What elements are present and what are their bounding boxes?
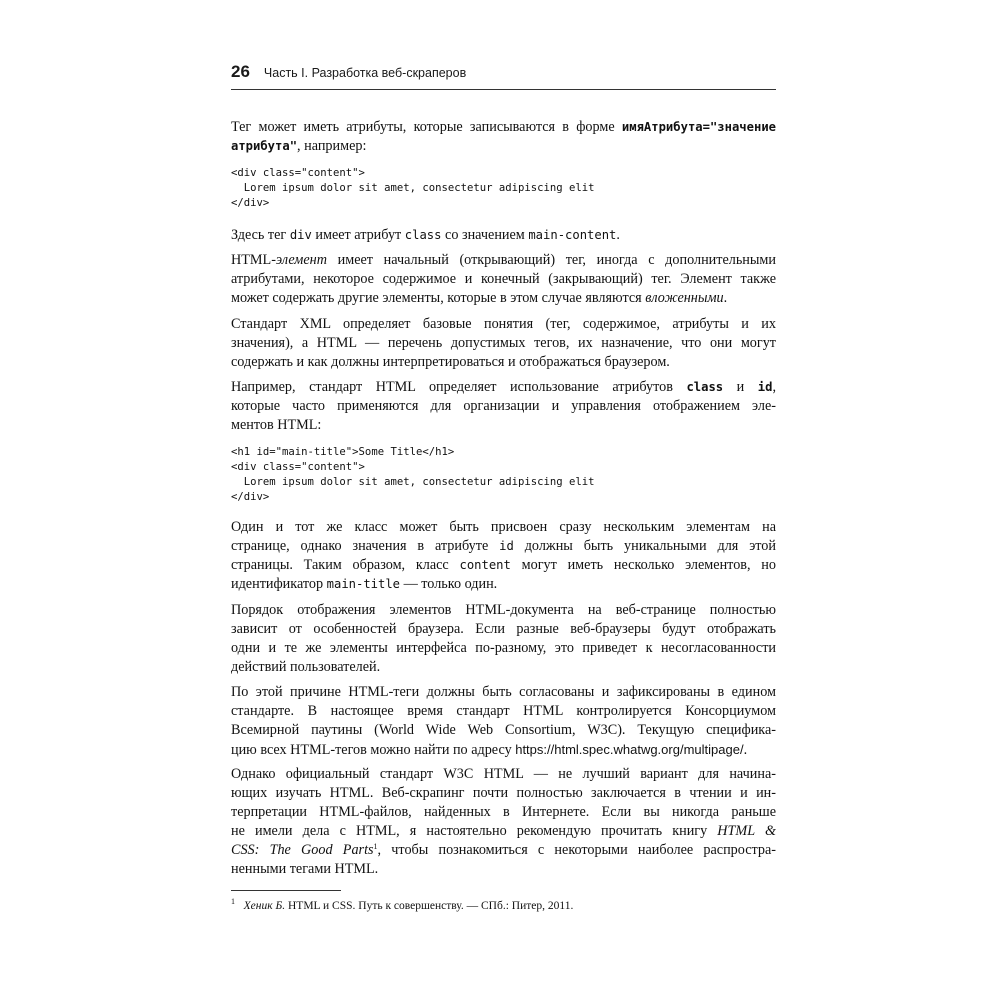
text-run: цию всех HTML-тегов можно найти по адресу: [231, 742, 516, 758]
text-run: Например, стандарт HTML определяет использование атрибутов: [231, 379, 687, 395]
text-run: странице, однако значения в атрибуте: [231, 538, 500, 554]
text-line: значения), а HTML — перечень допустимых тегов, их назначение, что они могут: [231, 335, 776, 351]
header-rule: [231, 89, 776, 90]
code-block-div-example: <div class="content"> Lorem ipsum dolor sit amet, consectetur adipiscing elit </div>: [231, 167, 595, 209]
text-run: могут иметь несколько элементов, но: [510, 557, 776, 573]
paragraph-browser-rendering: [231, 601, 776, 677]
text-run: , чтобы познакомиться с некоторыми наиболее распростра-: [377, 842, 776, 858]
text-line: [231, 575, 776, 594]
footnote-number: 1: [231, 897, 235, 906]
inline-code: class: [404, 228, 442, 242]
inline-code: main-title: [326, 577, 401, 591]
text-run: и: [723, 379, 758, 395]
text-line: Стандарт XML определяет базовые понятия (тег, содержимое, атрибуты и их: [231, 316, 776, 332]
page-header: [231, 62, 776, 82]
code-block-h1-example: <h1 id="main-title">Some Title</h1> <div class="content"> Lorem ipsum dolor sit amet, consectetur adipiscing elit </div>: [231, 446, 595, 503]
text-line: действий пользователей.: [231, 659, 381, 675]
inline-code: main-content: [528, 228, 617, 242]
page-number: 26: [231, 62, 250, 81]
inline-code: div: [289, 228, 312, 242]
paragraph-unique-id: [231, 518, 776, 594]
text-line: стандарте. В настоящее время стандарт HTML контролируется Консорциумом: [231, 703, 776, 719]
text-line: Один и тот же класс может быть присвоен сразу нескольким элементам на: [231, 519, 776, 535]
footnote-text: HTML и CSS. Путь к совершенству. — СПб.: Питер, 2011.: [285, 900, 574, 912]
text-run: HTML-: [231, 252, 276, 268]
text-line: которые часто применяются для организации и управления отображением эле-: [231, 398, 776, 414]
text-line: [231, 118, 776, 137]
text-run: — только один.: [400, 576, 498, 592]
text-line: [231, 378, 776, 397]
text-line: [231, 251, 776, 270]
emphasis: элемент: [275, 252, 327, 268]
paragraph-html-element: [231, 251, 776, 308]
text-line: одни и те же элементы интерфейса по-разному, это приведет к несогласованности: [231, 640, 776, 656]
text-line: содержать и как должны интерпретироваться и отображаться браузером.: [231, 354, 670, 370]
text-line: атрибутами, некоторое содержимое и конечный (закрывающий) тег. Элемент также: [231, 271, 776, 287]
footnote-ref[interactable]: 1: [373, 842, 378, 851]
text-run: должны быть уникальными для этой: [513, 538, 776, 554]
text-run: имеет атрибут: [311, 227, 405, 243]
text-run: .: [723, 290, 728, 306]
text-run: имеет начальный (открывающий) тег, иногда с дополнительными: [326, 252, 776, 268]
text-run: страницы. Таким образом, класс: [231, 557, 460, 573]
text-run: .: [616, 227, 620, 243]
text-line: [231, 226, 776, 245]
text-line: [231, 137, 776, 156]
text-line: Всемирной паутины (World Wide Web Consortium, W3C). Текущую специфика-: [231, 722, 776, 738]
book-title: CSS: The Good Parts: [231, 842, 374, 858]
footnote-author: Хеник Б.: [243, 900, 286, 912]
text-line: [231, 740, 776, 760]
footnote-rule: [231, 890, 341, 891]
text-run: , например:: [297, 138, 367, 154]
text-line: ющих изучать HTML. Веб-скрапинг почти полностью заключается в чтении и ин-: [231, 785, 776, 801]
inline-code: атрибута": [231, 139, 298, 153]
text-run: .: [743, 742, 748, 758]
spec-url-link[interactable]: https://html.spec.whatwg.org/multipage/: [515, 742, 744, 757]
footnote: [231, 899, 776, 914]
paragraph-class-id: [231, 378, 776, 435]
inline-code: id: [499, 539, 514, 553]
text-line: [231, 822, 776, 841]
text-line: [231, 841, 776, 860]
text-run: со значением: [441, 227, 529, 243]
text-run: Тег может иметь атрибуты, которые записываются в форме: [231, 119, 622, 135]
text-line: Порядок отображения элементов HTML-документа на веб-странице полностью: [231, 602, 776, 618]
text-run: не имели дела с HTML, я настоятельно рекомендую прочитать книгу: [231, 823, 718, 839]
text-run: идентификатор: [231, 576, 327, 592]
text-line: терпретации HTML-файлов, найденных в Интернете. Если вы никогда раньше: [231, 804, 776, 820]
text-line: ментов HTML:: [231, 417, 322, 433]
paragraph-attributes-intro: [231, 118, 776, 156]
paragraph-xml-standard: [231, 315, 776, 372]
inline-code: content: [459, 558, 511, 572]
paragraph-div-class: [231, 226, 776, 245]
text-line: Однако официальный стандарт W3C HTML — не лучший вариант для начина-: [231, 766, 776, 782]
book-title: HTML &: [717, 823, 777, 839]
text-line: [231, 537, 776, 556]
emphasis: вложенными: [645, 290, 724, 306]
text-run: ,: [772, 379, 776, 395]
text-line: ненными тегами HTML.: [231, 861, 379, 877]
text-line: По этой причине HTML-теги должны быть согласованы и зафиксированы в едином: [231, 684, 776, 700]
text-run: может содержать другие элементы, которые в этом случае являются: [231, 290, 646, 306]
running-title: Часть I. Разработка веб-скраперов: [263, 66, 467, 80]
text-line: [231, 556, 776, 575]
text-line: зависит от особенностей браузера. Если разные веб-браузеры будут отображать: [231, 621, 776, 637]
text-line: [231, 289, 776, 308]
inline-code: id: [757, 380, 773, 394]
paragraph-recommendation: [231, 765, 776, 879]
inline-code: class: [686, 380, 724, 394]
text-run: Здесь тег: [231, 227, 290, 243]
inline-code: имяАтрибута="значение: [621, 120, 776, 134]
paragraph-w3c-standard: [231, 683, 776, 760]
